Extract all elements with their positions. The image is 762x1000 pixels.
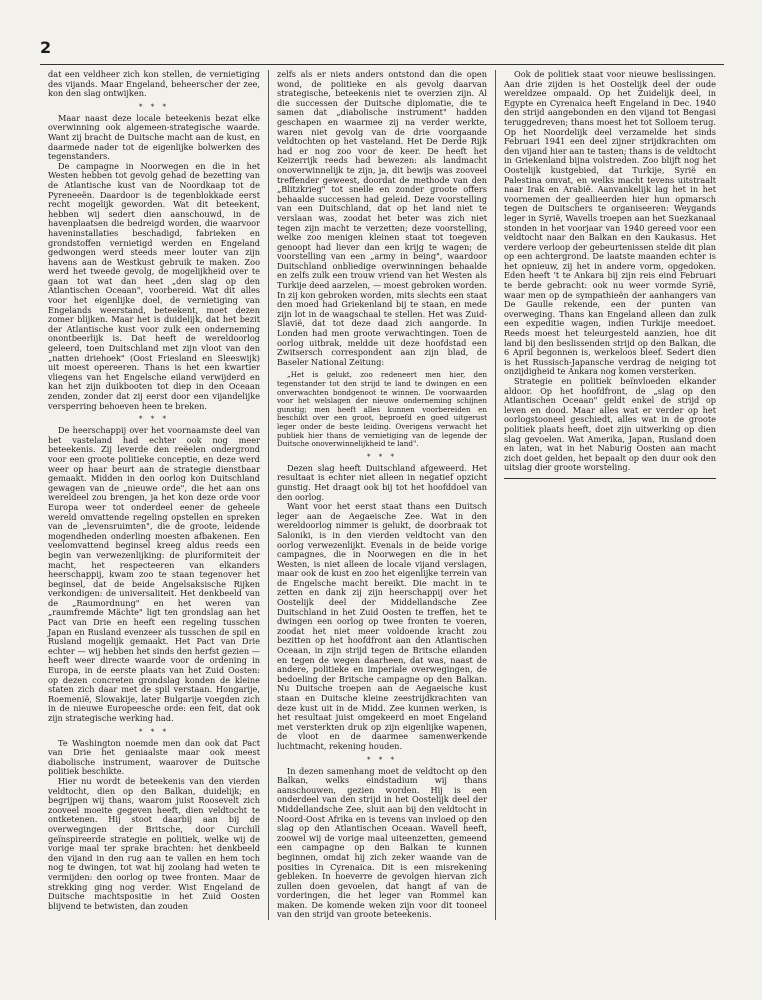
paragraph: Hier nu wordt de beteekenis van den vierden veldtocht, dien op den Balkan, duidelijk; en begrijpen wij thans, waarom juist Roosevelt zich zooveel moeite gegeven heeft, dien veldtocht te ontketenen. Hij stoot daarbij aan bij de overwegingen der Britsche, door Curchill geïnspireerde strategie en politiek, welke wij de vorige maal ter sprake brachten: het denkbeeld den vijand in den rug aan te vallen en hem toch nog te dwingen, tot wat hij zoolang had weten te vermijden: den oorlog op twee fronten. Maar de strekking ging nog verder. Wist Engeland de Duitsche machtspositie in het Zuid Oosten blijvend te betwisten, dan zouden [48, 775, 260, 911]
paragraph: Dezen slag heeft Duitschland afgeweerd. Het resultaat is echter niet alleen in negatief opzicht gunstig. Het draagt ook bij tot het hoofddoel van den oorlog. [277, 462, 487, 502]
paragraph: zelfs als er niets anders ontstond dan die open wond, de politieke en als gevolg daarvan strategische, beteekenis niet te overzien zijn. Al die successen der Duitsche diplomatie, die te samen dat „diabolische instrument" hadden geschapen en waarmee zij na verder werkte, waren niet gevolg van de drie voorgaande veldtochten op het vasteland. Het De Derde Rijk had er nog zoo voor de keer. De heeft het Keizerrijk reeds had bewezen: als landmacht onoverwinnelijk te zijn, ja, dit bewijs was zooveel treffender geweest, doordat de methode van den „Blitzkrieg" tot snelle en zonder groote offers behaalde successen had geleid. Deze voorstelling van een Duitschland, dat op het land niet te verslaan was, zoodat het beter was zich niet tegen zijn macht te verzetten; deze voorstelling, welke zoo menigen kleinen staat tot toegeven genoopt had liever dan een krijg te wagen; de voorstelling van een „army in being", waardoor Duitschland onbliedige overwinningen behaalde en zelfs zulk een trouw vriend van het Westen als Turkije deed aarzelen, — moest gebroken worden. In zij kon gebroken worden, mits slechts een staat den moed had Griekenland bij te staan, en mede zijn lot in de waagschaal te stellen. Het was Zuid-Slavië, dat tot deze daad zich aangorde. In Londen had men groote verwachtingen. Toen de oorlog uitbrak, meldde uit deze hoofdstad een Zwitsersch correspondent aan zijn blad, de Baseler National Zeitung: [277, 69, 487, 367]
middle-column [268, 70, 496, 920]
section-divider: * * * [367, 755, 397, 764]
section-divider: * * * [139, 415, 169, 424]
paragraph: In dezen samenhang moet de veldtocht op den Balkan, welks eindstadium wij thans aanschouwen, gezien worden. Hij is een onderdeel van den strijd in het Oostelijk deel der Middellandsche Zee, sluit aan bij den veldtocht in Noord-Oost Afrika en is tevens van invloed op den slag op den Atlantischen Oceaan. Wavell heeft, zoowel wij de vorige maal uiteenzetten, gemeend een campagne op den Balkan te kunnen beginnen, omdat hij zich zeker waande van de posities in Cyrenaica. Dit is een misrekening gebleken. In hoeverre de gevolgen hiervan zich zullen doen gevoelen, dat hangt af van de vorderingen, die het leger van Rommel kan maken. De komende weken zijn voor dit tooneel van den strijd van groote beteekenis. [277, 765, 487, 920]
paragraph: De campagne in Noorwegen en die in het Westen hebben tot gevolg gehad de bezetting van de Atlantische kust van de Noordkaap tot de Pyreneeën. Daardoor is de tegenblokkade eerst recht mogelijk geworden. Wat dit beteekent, hebben wij sedert dien aanschouwd, in de havenplaatsen die bedreigd worden, die waarvoor haveninstallaties beschadigd, fabrieken en grondstoffen vernietigd werden en Engeland gedwongen werd steeds meer louter van zijn havens aan de Westkust gebruik te maken. Zoo werd het tweede gevolg, de mogelijkheid over te gaan tot wat dan heet „den slag op den Atlantischen Oceaan", voorbereid. Wat dit alles voor het eigenlijke doel, de vernietiging van Engelands weerstand, beteekent, moet dezen zomer blijken. Maar het is duidelijk, dat het bezit der Atlantische kust voor zulk een onderneming onontbeerlijk is. Dat heeft de wereldoorlog geleerd, toen Duitschland met zijn vloot van den „natten driehoek" (Oost Friesland en Sleeswijk) uit moest opereeren. Thans is het een kwartier vliegens van het Engelsche eiland verwijderd en kan het zijn duikbooten tot diep in den Oceaan zenden, zonder dat zij eerst door een vijandelijke versperring behoeven heen te breken. [48, 160, 260, 411]
paragraph: Te Washington noemde men dan ook dat Pact van Drie het geniaalste maar ook meest diabolische instrument, waarover de Duitsche politiek beschikte. [48, 737, 260, 777]
paragraph: dat een veldheer zich kon stellen, de vernietiging des vijands. Maar Engeland, beheerscher der zee, kon den slag ontwijken. [48, 69, 260, 99]
article-columns [40, 70, 724, 920]
section-divider: * * * [139, 102, 169, 111]
quotation: „Het is gelukt, zoo redeneert men hier, den tegenstander tot den strijd te land te dwingen en een onverwachten bondgenoot te winnen. De voorwaarden voor het welslagen der nieuwe onderneming schijnen gunstig; men heeft alles kunnen voorbereiden en beschikt over een groot, beproefd en goed uitgerust leger onder de beste leiding. Overigens verwacht het publiek hier thans de vernietiging van de legende der Duitsche onoverwinnelijkheid te land". [277, 370, 487, 449]
section-divider: * * * [139, 727, 169, 736]
top-rule [40, 64, 724, 65]
end-rule [504, 478, 716, 479]
paragraph: De heerschappij over het voornaamste deel van het vasteland had echter ook nog meer beteekenis. Zij leverde den reëelen ondergrond voor een groote politieke conceptie, en deze werd weer op haar beurt aan de strategie dienstbaar gemaakt. Midden in den oorlog kon Duitschland gewagen van de „nieuwe orde", die het aan ons wereldeel zou brengen, ja het kon deze orde voor Europa weer tot onderdeel eener de geheele wereld omvattende regeling opstellen en spreken van de „levensruimten", die de groote, leidende mogendheden onderling moesten afbakenen. Een veelomvattend beginsel kreeg aldus reeds een begin van verwezenlijking: de pluriformiteit der macht, het respecteeren van elkanders heerschappij, kwam zoo te staan tegenover het beginsel, dat de beide Angelsaksische Rijken verkondigen: de universaliteit. Het denkbeeld van de „Raumordnung" en het weren van „raumfremde Mächte" ligt ten grondslag aan het Pact van Drie en heeft een regeling tusschen Japan en Rusland evenzeer als tusschen de spil en Rusland mogelijk gemaakt. Het Pact van Drie echter — wij hebben het sinds den herfst gezien — heeft weer directe waarde voor de ordening in Europa, in de eerste plaats van het Zuid Oosten: op dezen concreten grondslag konden de kleine staten zich daar met de spil verstaan. Hongarije, Roemenië, Slowakije, later Bulgarije voegden zich in de nieuwe Europeesche orde: een feit, dat ook zijn strategische werking had. [48, 425, 260, 723]
page-number: 2 [40, 38, 52, 57]
paragraph: Strategie en politiek beïnvloeden elkander aldoor. Op het hoofdfront, de „slag op den Atlantischen Oceaan" geldt enkel de strijd op leven en dood. Maar alles wat er verder op het oorlogstooneel geschiedt, alles wat in de groote politiek plaats heeft, doet zijn uitwerking op dien slag gevoelen. Wat Amerika, Japan, Rusland doen en laten, wat in het Naburig Oosten aan macht zich doet gelden, het bepaalt op den duur ook den uitslag dier groote worsteling. [504, 376, 716, 473]
right-column [496, 70, 724, 920]
paragraph: Ook de politiek staat voor nieuwe beslissingen. Aan drie zijden is het Oostelijk deel der oude wereldzee ompaald. Op het Zuidelijk deel, in Egypte en Cyrenaica heeft Engeland in Dec. 1940 den strijd aangebonden en den vijand tot Bengasi teruggedreven; thans moest het tot Solloem terug. Op het Noordelijk deel verzamelde het sinds Februari 1941 een deel zijner strijdkrachten om den vijand hier aan te tasten; thans is de veldtocht in Griekenland bijna volstreden. Zoo blijft nog het Oostelijk kustgebied, dat Turkije, Syrië en Palestina omvat, en welks macht tevens uitstraalt naar Irak en Arabië. Aanvankelijk lag het in het voornemen der geallieerden hier hun opmarsch tegen de Duitschers te organiseeren: Weygands leger in Syrië, Wavells troepen aan het Suezkanaal stonden in het voorjaar van 1940 gereed voor een veldtocht naar den Balkan en den Kaukasus. Het verdere verloop der gebeurtenissen stelde dit plan op een achtergrond. De laatste maanden echter is het opnieuw, zij het in andere vorm, opgedoken. Eden heeft 't te Ankara bij zijn reis eind Februari te berde gebracht: ook nu weer vormde Syrië, waar men op de sympathieën der aanhangers van De Gaulle rekende, een der punten van overweging. Thans kan Engeland alleen dan zulk een expeditie wagen, indien Turkije meedoet. Reeds moest het teleurgesteld aanzien, hoe dit land bij den beslissenden strijd op den Balkan, die 6 April begonnen is, werkeloos bleef. Sedert dien is het Russisch-Japansche verdrag de neiging tot onzijdigheid te Ankara nog komen versterken. [504, 69, 716, 377]
paragraph: Maar naast deze locale beteekenis bezat elke overwinning ook algemeen-strategische waarde. Want zij bracht de Duitsche macht aan de kust, en daarmede nader tot de eigenlijke bolwerken des tegenstanders. [48, 112, 260, 162]
section-divider: * * * [367, 452, 397, 461]
paragraph: Want voor het eerst staat thans een Duitsch leger aan de Aegaeische Zee. Wat in den wereldoorlog nimmer is gelukt, de doorbraak tot Saloniki, is in den vierden veldtocht van den oorlog verwezenlijkt. Evenals in de beide vorige campagnes, die in Noorwegen en die in het Westen, is niet alleen de locale vijand verslagen, maar ook de kust en zoo het eigenlijke terrein van de Engelsche macht bereikt. Die macht in te zetten en dank zij zijn heerschappij over het Oostelijk deel der Middellandsche Zee Duitschland in het Zuid Oosten te treffen, het te dwingen een oorlog op twee fronten te voeren, zoodat het niet meer voldoende kracht zou bezitten op het hoofdfront aan den Atlantischen Oceaan, in zijn strijd tegen de Britsche eilanden en tegen de wegen daarheen, dat was, naast de andere, politieke en imperiale overwegingen, de bedoeling der Britsche campagne op den Balkan. Nu Duitsche troepen aan de Aegaeische kust staan en Duitsche kleine zeestrijdkrachten van deze kust uit in de Midd. Zee kunnen werken, is het resultaat juist omgekeerd en moet Engeland met versterkten druk op zijn eigenlijke wapenen, de vloot en de daarmee samenwerkende luchtmacht, rekening houden. [277, 501, 487, 751]
left-column [40, 70, 268, 920]
